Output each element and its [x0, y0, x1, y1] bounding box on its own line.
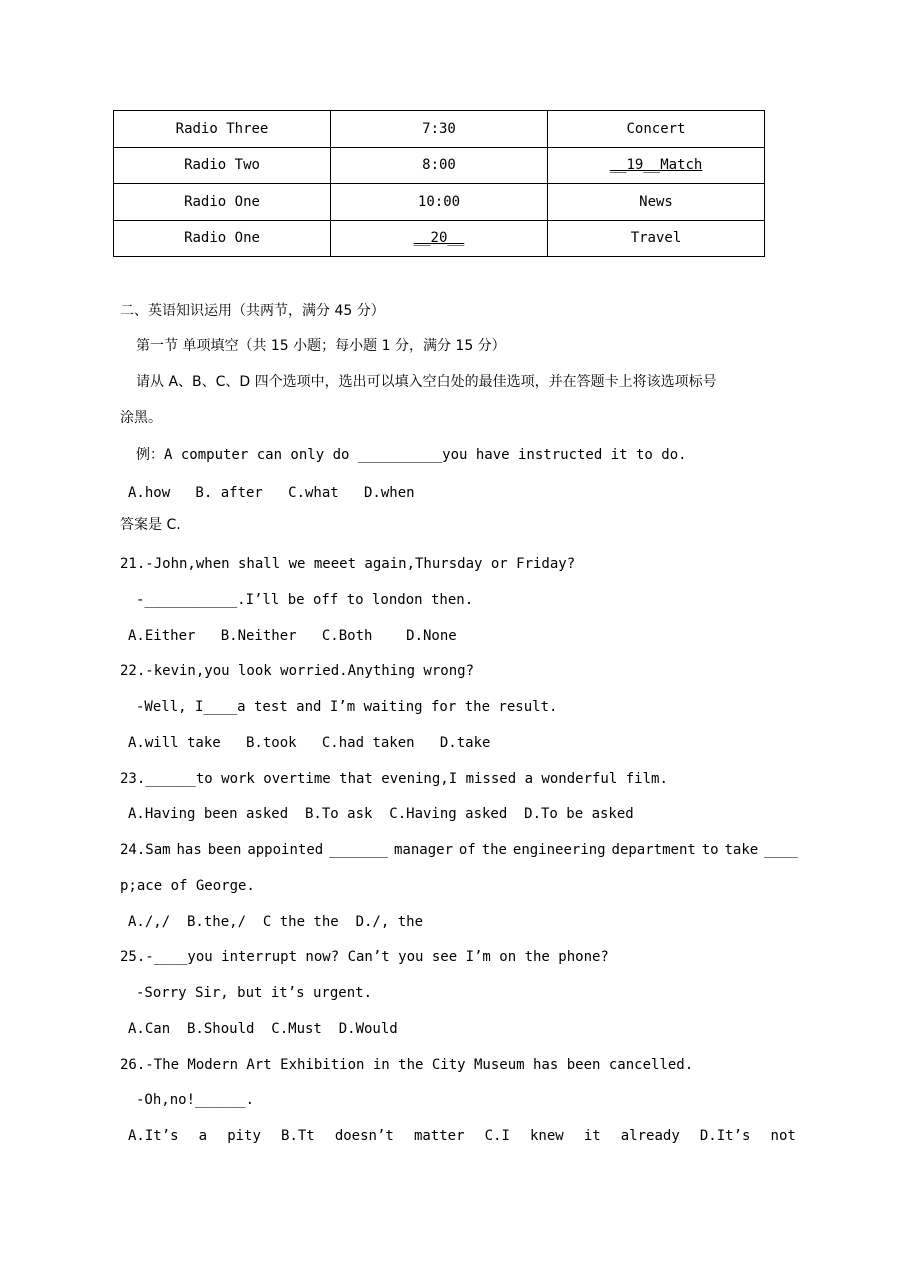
- instruction-line-1: 请从 A、B、C、D 四个选项中，选出可以填入空白处的最佳选项，并在答题卡上将该选项标号: [136, 374, 717, 390]
- word: C.I: [484, 1128, 510, 1144]
- example-options: A.how B. after C.what D.when: [128, 485, 415, 501]
- question-26-options: [128, 1127, 796, 1145]
- word: doesn’t: [334, 1128, 394, 1144]
- question-25: 25.-____you interrupt now? Can’t you see I’m on the phone?: [120, 949, 609, 965]
- table-cell: Radio Two: [114, 147, 331, 184]
- word: engineering: [512, 842, 606, 858]
- question-25-options: A.Can B.Should C.Must D.Would: [128, 1021, 398, 1037]
- word: not: [770, 1128, 796, 1144]
- question-21: 21.-John,when shall we meeet again,Thursday or Friday?: [120, 556, 576, 572]
- table-cell: Concert: [548, 111, 765, 148]
- word: a: [198, 1128, 208, 1144]
- example-sentence: 例：A computer can only do __________you have instructed it to do.: [136, 447, 687, 463]
- question-24: [120, 841, 798, 859]
- table-cell: 8:00: [331, 147, 548, 184]
- table-cell: Radio Three: [114, 111, 331, 148]
- word: to: [701, 842, 719, 858]
- question-21-options: A.Either B.Neither C.Both D.None: [128, 628, 457, 644]
- table-cell: __20__: [331, 220, 548, 257]
- table-row: [114, 111, 765, 148]
- table-cell: __19__Match: [548, 147, 765, 184]
- question-24-continued: p;ace of George.: [120, 878, 255, 894]
- question-22-options: A.will take B.took C.had taken D.take: [128, 735, 491, 751]
- word: it: [583, 1128, 601, 1144]
- word: D.It’s: [699, 1128, 751, 1144]
- schedule-table: [113, 110, 765, 257]
- table-cell: Radio One: [114, 220, 331, 257]
- question-24-options: A./,/ B.the,/ C the the D./, the: [128, 914, 424, 930]
- question-22: 22.-kevin,you look worried.Anything wrong?: [120, 663, 475, 679]
- word: of: [458, 842, 476, 858]
- word: department: [611, 842, 696, 858]
- question-26-reply: -Oh,no!______.: [136, 1092, 255, 1108]
- word: _______: [329, 842, 389, 858]
- word: knew: [530, 1128, 564, 1144]
- word: manager: [394, 842, 454, 858]
- instruction-line-2: 涂黑。: [120, 410, 162, 426]
- table-cell: Radio One: [114, 184, 331, 221]
- question-25-reply: -Sorry Sir, but it’s urgent.: [136, 985, 373, 1001]
- question-21-reply: -___________.I’ll be off to london then.: [136, 592, 474, 608]
- word: 24.Sam: [120, 842, 171, 858]
- word: already: [620, 1128, 680, 1144]
- question-23: 23.______to work overtime that evening,I missed a wonderful film.: [120, 771, 668, 787]
- table-cell: 7:30: [331, 111, 548, 148]
- word: been: [207, 842, 242, 858]
- word: B.Tt: [281, 1128, 315, 1144]
- word: has: [176, 842, 202, 858]
- section-heading: 二、英语知识运用（共两节，满分 45 分）: [120, 303, 385, 319]
- word: ____: [764, 842, 798, 858]
- table-cell: Travel: [548, 220, 765, 257]
- word: A.It’s: [128, 1128, 179, 1144]
- word: take: [724, 842, 759, 858]
- part-title: 第一节 单项填空（共 15 小题；每小题 1 分，满分 15 分）: [136, 338, 506, 354]
- question-26: 26.-The Modern Art Exhibition in the City Museum has been cancelled.: [120, 1057, 694, 1073]
- question-23-options: A.Having been asked B.To ask C.Having asked D.To be asked: [128, 806, 634, 822]
- table-row: [114, 220, 765, 257]
- word: matter: [413, 1128, 465, 1144]
- table-row: [114, 147, 765, 184]
- table-row: [114, 184, 765, 221]
- table-cell: News: [548, 184, 765, 221]
- example-answer: 答案是 C.: [120, 517, 181, 533]
- word: appointed: [247, 842, 324, 858]
- word: the: [481, 842, 507, 858]
- question-22-reply: -Well, I____a test and I’m waiting for the result.: [136, 699, 558, 715]
- word: pity: [227, 1128, 261, 1144]
- table-cell: 10:00: [331, 184, 548, 221]
